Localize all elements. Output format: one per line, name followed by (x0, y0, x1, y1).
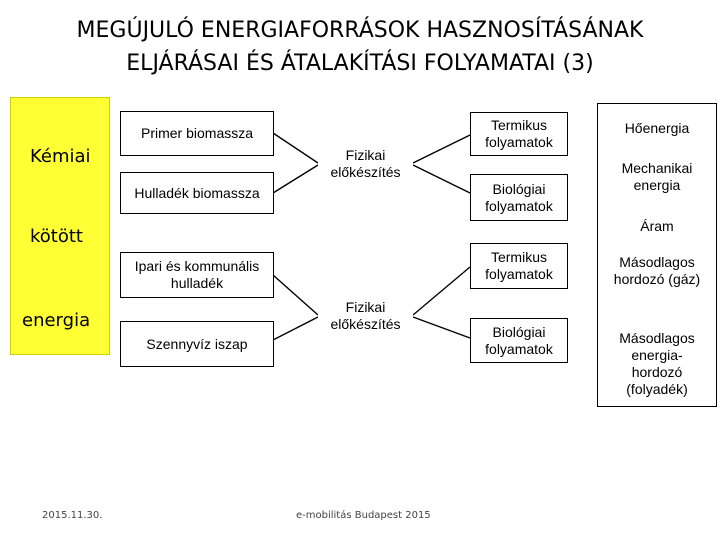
process-biologiai1-label: Biológiai folyamatok (485, 180, 553, 214)
connector-primer-prep (273, 133, 318, 163)
process-termikus1-label: Termikus folyamatok (485, 117, 553, 150)
source-primer-label: Primer biomassza (140, 125, 254, 141)
process-biological-2 (470, 318, 568, 363)
output-gas: Másodlagos hordozó (gáz) (604, 254, 710, 288)
connector-prep-termikus2 (413, 267, 470, 315)
source-hulladek-label: Hulladék biomassza (134, 184, 260, 201)
process-thermal-1 (470, 112, 568, 156)
connector-prep-termikus1 (413, 135, 470, 163)
connector-ipari-prep (273, 275, 318, 315)
prep-label-top: Fizikai előkészítés (318, 147, 413, 181)
output-mech: Mechanikai energia (598, 160, 716, 194)
process-thermal-2 (470, 243, 568, 289)
output-liquid: Másodlagos energia-hordozó (folyadék) (610, 330, 704, 398)
source-szennyviz-label: Szennyvíz iszap (146, 335, 248, 352)
footer-event: e-mobilitás Budapest 2015 (296, 510, 431, 521)
process-biologiai2-label: Biológiai folyamatok (485, 323, 553, 357)
source-industrial-waste (120, 252, 274, 298)
source-waste-biomass (120, 172, 274, 214)
connector-hulladek-prep (273, 165, 318, 193)
connector-prep-biologiai2 (413, 317, 470, 338)
prep-label-bottom: Fizikai előkészítés (318, 299, 413, 333)
sidebar-word-kemiai: Kémiai (30, 146, 91, 167)
outputs-box (597, 103, 717, 407)
connector-szennyviz-prep (273, 317, 318, 340)
source-ipari-label: Ipari és kommunális hulladék (134, 258, 260, 291)
output-ho: Hőenergia (598, 120, 716, 137)
source-sewage-sludge (120, 321, 274, 367)
process-termikus2-label: Termikus folyamatok (485, 249, 553, 282)
source-primer-biomass (120, 111, 274, 156)
connector-prep-biologiai1 (413, 165, 470, 193)
process-biological-1 (470, 174, 568, 221)
sidebar-word-kotott: kötött (30, 226, 83, 247)
sidebar-word-energia: energia (22, 310, 91, 331)
footer-date: 2015.11.30. (42, 510, 103, 521)
output-aram: Áram (598, 218, 716, 235)
title-line-1: MEGÚJULÓ ENERGIAFORRÁSOK HASZNOSÍTÁSÁNAK (76, 18, 644, 43)
title-line-2: ELJÁRÁSAI ÉS ÁTALAKÍTÁSI FOLYAMATAI (3) (126, 51, 594, 76)
